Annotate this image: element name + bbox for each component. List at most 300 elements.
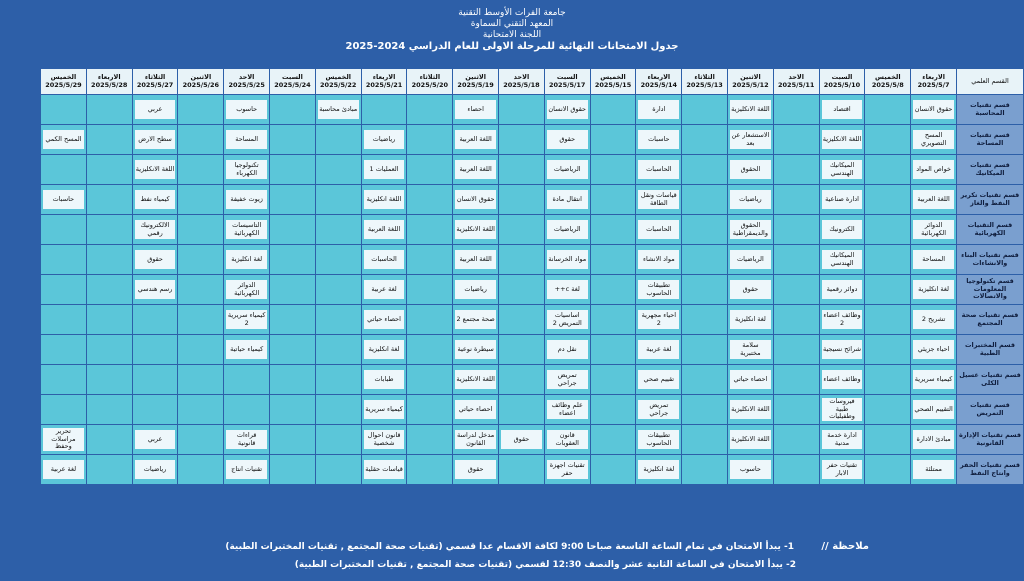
exam-cell xyxy=(224,245,270,275)
exam-cell xyxy=(544,425,590,455)
exam-cell xyxy=(682,215,728,245)
exam-cell xyxy=(636,125,682,155)
subject-label: لغة انكليزية xyxy=(913,280,954,299)
exam-cell xyxy=(361,125,407,155)
subject-label: الميكانيك الهندسي xyxy=(822,250,863,269)
institute-name: المعهد التقني السماوة xyxy=(470,19,554,29)
exam-cell xyxy=(407,365,453,395)
table-row xyxy=(41,215,1024,245)
exam-cell xyxy=(41,155,87,185)
subject-label: انتقال مادة xyxy=(547,190,588,209)
subject-label: مواد الخرسانة xyxy=(547,250,588,269)
subject-label: المسح التصويري xyxy=(913,130,954,149)
exam-cell xyxy=(911,185,957,215)
exam-cell xyxy=(86,215,132,245)
subject-label: تطبيقات الحاسوب xyxy=(638,280,679,299)
day-name: الخميس xyxy=(600,73,626,81)
table-row xyxy=(41,155,1024,185)
exam-cell xyxy=(499,305,545,335)
subject-label: تكنولوجيا الكهرباء xyxy=(226,160,267,179)
subject-label: الحقوق والديمقراطية xyxy=(730,220,771,239)
exam-cell xyxy=(224,155,270,185)
subject-label: اللغة العربية xyxy=(455,250,496,269)
day-name: الاثنين xyxy=(190,73,212,81)
date-column-header xyxy=(224,69,270,95)
exam-date: 2025/5/14 xyxy=(640,80,678,89)
exam-cell xyxy=(224,425,270,455)
exam-cell xyxy=(911,425,957,455)
exam-cell xyxy=(270,425,316,455)
exam-cell xyxy=(132,125,178,155)
subject-label: فيروسات طبية وطفيليات xyxy=(822,398,863,421)
exam-cell xyxy=(499,395,545,425)
exam-cell xyxy=(911,455,957,485)
subject-label: رياضيات xyxy=(730,190,771,209)
subject-label: عربي xyxy=(135,100,176,119)
exam-cell xyxy=(178,305,224,335)
subject-label: كيمياء سريرية xyxy=(913,370,954,389)
exam-cell xyxy=(41,125,87,155)
exam-date: 2025/5/12 xyxy=(732,80,769,89)
exam-date: 2025/5/25 xyxy=(228,80,265,89)
exam-cell xyxy=(819,395,865,425)
exam-cell xyxy=(361,395,407,425)
subject-label: لغة عربية xyxy=(638,340,679,359)
date-column-header xyxy=(270,69,316,95)
exam-cell xyxy=(544,335,590,365)
exam-cell xyxy=(407,395,453,425)
exam-cell xyxy=(86,425,132,455)
subject-label: رياضيات xyxy=(364,130,405,149)
exam-cell xyxy=(682,455,728,485)
exam-cell xyxy=(911,335,957,365)
exam-cell xyxy=(590,215,636,245)
exam-cell xyxy=(453,185,499,215)
exam-cell xyxy=(453,125,499,155)
exam-cell xyxy=(682,335,728,365)
exam-cell xyxy=(819,185,865,215)
exam-cell xyxy=(453,155,499,185)
exam-cell xyxy=(453,395,499,425)
exam-cell xyxy=(41,395,87,425)
exam-cell xyxy=(865,425,911,455)
department-name: قسم تقنيات المساحة xyxy=(957,125,1024,155)
exam-cell xyxy=(453,275,499,305)
subject-label: لغة انكليزية xyxy=(226,250,267,269)
subject-label: المساحة xyxy=(226,130,267,149)
table-row xyxy=(41,125,1024,155)
exam-cell xyxy=(773,125,819,155)
exam-cell xyxy=(728,125,774,155)
exam-cell xyxy=(407,305,453,335)
day-name: الاحد xyxy=(513,73,530,81)
exam-cell xyxy=(132,335,178,365)
exam-cell xyxy=(773,185,819,215)
subject-label: اللغة العربية xyxy=(455,160,496,179)
subject-label: رياضيات xyxy=(455,280,496,299)
exam-cell xyxy=(499,245,545,275)
exam-cell xyxy=(865,245,911,275)
document-header xyxy=(0,8,1024,52)
date-column-header xyxy=(86,69,132,95)
exam-cell xyxy=(682,275,728,305)
date-column-header xyxy=(407,69,453,95)
subject-label: مواد الانشاء xyxy=(638,250,679,269)
exam-cell xyxy=(361,305,407,335)
date-column-header xyxy=(911,69,957,95)
subject-label: لغة انكليزية xyxy=(364,340,405,359)
exam-date: 2025/5/13 xyxy=(686,80,723,89)
exam-cell xyxy=(682,425,728,455)
exam-cell xyxy=(636,365,682,395)
subject-label: لغة عربية xyxy=(364,280,405,299)
exam-cell xyxy=(911,125,957,155)
exam-cell xyxy=(86,275,132,305)
exam-cell xyxy=(499,365,545,395)
exam-cell xyxy=(361,95,407,125)
exam-cell xyxy=(453,95,499,125)
day-name: الثلاثاء xyxy=(419,73,441,81)
subject-label: رياضيات xyxy=(135,460,176,479)
exam-cell xyxy=(773,275,819,305)
exam-cell xyxy=(773,365,819,395)
exam-cell xyxy=(819,125,865,155)
subject-label: طبابات xyxy=(364,370,405,389)
subject-label: ممتلئة xyxy=(913,460,954,479)
subject-label: تطبيقات الحاسوب xyxy=(638,430,679,449)
exam-cell xyxy=(544,395,590,425)
exam-cell xyxy=(178,425,224,455)
subject-label: حقوق xyxy=(501,430,542,449)
subject-label: نقل دم xyxy=(547,340,588,359)
exam-cell xyxy=(865,305,911,335)
exam-cell xyxy=(361,335,407,365)
exam-cell xyxy=(224,215,270,245)
exam-cell xyxy=(407,125,453,155)
subject-label: حاسوب xyxy=(226,100,267,119)
subject-label: زيوت خفيفة xyxy=(226,190,267,209)
exam-cell xyxy=(132,275,178,305)
exam-cell xyxy=(270,365,316,395)
table-row xyxy=(41,455,1024,485)
subject-label: تقنيات حفر الابار xyxy=(822,460,863,479)
date-column-header xyxy=(499,69,545,95)
day-name: الثلاثاء xyxy=(144,73,166,81)
department-name: قسم تقنيات التمريض xyxy=(957,395,1024,425)
exam-cell xyxy=(315,425,361,455)
exam-cell xyxy=(819,365,865,395)
exam-cell xyxy=(453,455,499,485)
exam-cell xyxy=(361,155,407,185)
exam-cell xyxy=(865,275,911,305)
exam-cell xyxy=(361,455,407,485)
exam-cell xyxy=(315,395,361,425)
exam-cell xyxy=(315,455,361,485)
exam-cell xyxy=(41,305,87,335)
exam-cell xyxy=(773,425,819,455)
exam-date: 2025/5/24 xyxy=(274,80,311,89)
subject-label: ادارة صناعية xyxy=(822,190,863,209)
subject-label: قياسات حقلية xyxy=(364,460,405,479)
exam-cell xyxy=(86,155,132,185)
exam-cell xyxy=(590,155,636,185)
exam-cell xyxy=(132,365,178,395)
subject-label: اللغة الانكليزية xyxy=(455,220,496,239)
exam-cell xyxy=(773,305,819,335)
exam-cell xyxy=(865,155,911,185)
subject-label: قراءات قانونية xyxy=(226,430,267,449)
exam-cell xyxy=(499,95,545,125)
day-name: الاربعاء xyxy=(372,73,396,81)
subject-label: احياء جزيئي xyxy=(913,340,954,359)
exam-cell xyxy=(590,125,636,155)
table-row xyxy=(41,95,1024,125)
subject-label: وظائف اعضاء xyxy=(822,370,863,389)
department-name: قسم تقنيات الميكانيك xyxy=(957,155,1024,185)
exam-cell xyxy=(270,155,316,185)
exam-cell xyxy=(682,125,728,155)
subject-label: حقوق xyxy=(730,280,771,299)
committee-name: اللجنة الامتحانية xyxy=(482,30,542,40)
exam-cell xyxy=(224,305,270,335)
subject-label: رسم هندسي xyxy=(135,280,176,299)
exam-cell xyxy=(728,425,774,455)
exam-cell xyxy=(315,305,361,335)
day-name: الاربعاء xyxy=(922,73,945,81)
exam-cell xyxy=(453,305,499,335)
subject-label: اللغة الانكليزية xyxy=(135,160,176,179)
exam-cell xyxy=(544,455,590,485)
exam-cell xyxy=(499,185,545,215)
exam-cell xyxy=(819,455,865,485)
exam-cell xyxy=(499,335,545,365)
table-row xyxy=(41,275,1024,305)
exam-cell xyxy=(361,365,407,395)
exam-cell xyxy=(865,95,911,125)
department-name: قسم تقنيات تكرير النفط والغاز xyxy=(957,185,1024,215)
exam-cell xyxy=(544,305,590,335)
exam-date: 2025/5/22 xyxy=(320,80,357,89)
subject-label: اللغة الانكليزية xyxy=(822,130,863,149)
notes-label: ملاحظة // xyxy=(821,541,869,552)
exam-cell xyxy=(407,185,453,215)
exam-cell xyxy=(315,275,361,305)
day-name: الاحد xyxy=(788,73,804,81)
exam-cell xyxy=(178,335,224,365)
exam-cell xyxy=(407,425,453,455)
exam-cell xyxy=(132,305,178,335)
exam-cell xyxy=(270,455,316,485)
exam-cell xyxy=(178,395,224,425)
exam-date: 2025/5/28 xyxy=(91,80,128,89)
exam-date: 2025/5/26 xyxy=(182,80,220,89)
exam-date: 2025/5/27 xyxy=(136,80,174,89)
day-name: الاحد xyxy=(238,73,255,81)
date-column-header xyxy=(361,69,407,95)
exam-cell xyxy=(407,215,453,245)
exam-cell xyxy=(865,335,911,365)
date-column-header xyxy=(819,69,865,95)
day-name: السبت xyxy=(282,73,303,81)
subject-label: اللغة انكليزية xyxy=(364,190,405,209)
subject-label: احصاء حياتي xyxy=(455,400,496,419)
exam-cell xyxy=(728,245,774,275)
day-name: الخميس xyxy=(325,73,352,81)
exam-cell xyxy=(178,215,224,245)
subject-label: حقوق الانسان xyxy=(913,100,954,119)
date-column-header xyxy=(728,69,774,95)
exam-cell xyxy=(315,365,361,395)
exam-cell xyxy=(728,215,774,245)
exam-cell xyxy=(590,185,636,215)
exam-cell xyxy=(86,395,132,425)
exam-cell xyxy=(819,245,865,275)
exam-cell xyxy=(86,335,132,365)
subject-label: العمليات 1 xyxy=(364,160,405,179)
exam-cell xyxy=(682,155,728,185)
subject-label: صحة مجتمع 2 xyxy=(455,310,496,329)
subject-label: لغة c++ xyxy=(547,280,588,299)
note-line-2: 2- يبدأ الامتحان في الساعة الثانية عشر والنصف 12:30 لقسمي (تقنيات صحة المجتمع , تقنيات المختبرات الطبية) xyxy=(294,560,796,570)
exam-cell xyxy=(499,125,545,155)
exam-cell xyxy=(361,275,407,305)
exam-cell xyxy=(178,95,224,125)
exam-cell xyxy=(41,335,87,365)
exam-cell xyxy=(178,365,224,395)
department-name: قسم تقنيات الحفر وانتاج النفط xyxy=(957,455,1024,485)
subject-label: الحقوق xyxy=(730,160,771,179)
exam-cell xyxy=(590,365,636,395)
exam-cell xyxy=(41,185,87,215)
exam-cell xyxy=(315,215,361,245)
exam-cell xyxy=(499,215,545,245)
exam-cell xyxy=(453,245,499,275)
exam-cell xyxy=(773,335,819,365)
exam-cell xyxy=(682,95,728,125)
exam-cell xyxy=(407,335,453,365)
exam-cell xyxy=(682,305,728,335)
subject-label: الرياضيات xyxy=(547,220,588,239)
subject-label: اللغة الانكليزية xyxy=(730,400,771,419)
university-name: جامعة الفرات الأوسط التقنية xyxy=(458,8,566,18)
exam-date: 2025/5/15 xyxy=(594,80,632,89)
table-row xyxy=(41,395,1024,425)
exam-date: 2025/5/18 xyxy=(503,80,540,89)
subject-label: حاسوب xyxy=(730,460,771,479)
exam-cell xyxy=(499,275,545,305)
date-column-header xyxy=(178,69,224,95)
exam-cell xyxy=(636,215,682,245)
exam-cell xyxy=(590,245,636,275)
exam-cell xyxy=(636,245,682,275)
exam-cell xyxy=(224,395,270,425)
subject-label: مدخل لدراسة القانون xyxy=(455,430,496,449)
exam-cell xyxy=(636,455,682,485)
exam-cell xyxy=(86,455,132,485)
day-name: الاربعاء xyxy=(97,73,121,81)
exam-cell xyxy=(499,155,545,185)
exam-cell xyxy=(865,215,911,245)
exam-cell xyxy=(544,275,590,305)
day-name: الاثنين xyxy=(740,73,761,81)
exam-cell xyxy=(865,395,911,425)
exam-cell xyxy=(590,305,636,335)
exam-cell xyxy=(728,95,774,125)
exam-cell xyxy=(544,215,590,245)
department-name: قسم تقنيات البناء والانشاءات xyxy=(957,245,1024,275)
subject-label: الحاسبات xyxy=(638,220,679,239)
exam-cell xyxy=(453,335,499,365)
exam-date: 2025/5/17 xyxy=(549,80,586,89)
exam-cell xyxy=(682,245,728,275)
exam-cell xyxy=(911,155,957,185)
exam-cell xyxy=(636,395,682,425)
exam-cell xyxy=(819,215,865,245)
exam-cell xyxy=(728,305,774,335)
exam-cell xyxy=(636,155,682,185)
exam-cell xyxy=(819,425,865,455)
exam-cell xyxy=(361,185,407,215)
subject-label: تحرير مراسلات وحفظ xyxy=(43,428,84,451)
exam-cell xyxy=(224,125,270,155)
exam-cell xyxy=(590,425,636,455)
subject-label: كيمياء نفط xyxy=(135,190,176,209)
exam-cell xyxy=(865,455,911,485)
exam-date: 2025/5/10 xyxy=(823,80,861,89)
date-column-header xyxy=(590,69,636,95)
department-name: قسم التقنيات الكهربائية xyxy=(957,215,1024,245)
exam-cell xyxy=(728,155,774,185)
exam-cell xyxy=(590,335,636,365)
exam-cell xyxy=(178,245,224,275)
day-name: الاربعاء xyxy=(647,73,671,81)
subject-label: الالكترونيك رقمي xyxy=(135,220,176,239)
exam-cell xyxy=(224,455,270,485)
subject-label: اللغة الانكليزية xyxy=(455,370,496,389)
exam-cell xyxy=(544,95,590,125)
exam-cell xyxy=(728,185,774,215)
subject-label: الرياضيات xyxy=(547,160,588,179)
exam-cell xyxy=(911,245,957,275)
table-row xyxy=(41,365,1024,395)
subject-label: ادارة xyxy=(638,100,679,119)
exam-cell xyxy=(315,95,361,125)
subject-label: قياسات ونقل الطاقة xyxy=(638,190,679,209)
department-name: قسم تقنيات المحاسبة xyxy=(957,95,1024,125)
subject-label: حاسبات xyxy=(638,130,679,149)
exam-cell xyxy=(911,395,957,425)
day-name: الثلاثاء xyxy=(694,73,715,81)
exam-cell xyxy=(911,95,957,125)
exam-cell xyxy=(270,215,316,245)
exam-cell xyxy=(315,335,361,365)
exam-cell xyxy=(407,275,453,305)
subject-label: قانون العقوبات xyxy=(547,430,588,449)
exam-cell xyxy=(132,245,178,275)
exam-cell xyxy=(407,95,453,125)
day-name: الاثنين xyxy=(465,73,486,81)
subject-label: الميكانيك الهندسي xyxy=(822,160,863,179)
subject-label: احصاء حياتي xyxy=(730,370,771,389)
exam-cell xyxy=(865,125,911,155)
exam-cell xyxy=(544,155,590,185)
exam-cell xyxy=(865,365,911,395)
subject-label: حقوق xyxy=(547,130,588,149)
exam-cell xyxy=(41,365,87,395)
exam-cell xyxy=(178,455,224,485)
exam-cell xyxy=(911,305,957,335)
exam-cell xyxy=(132,455,178,485)
